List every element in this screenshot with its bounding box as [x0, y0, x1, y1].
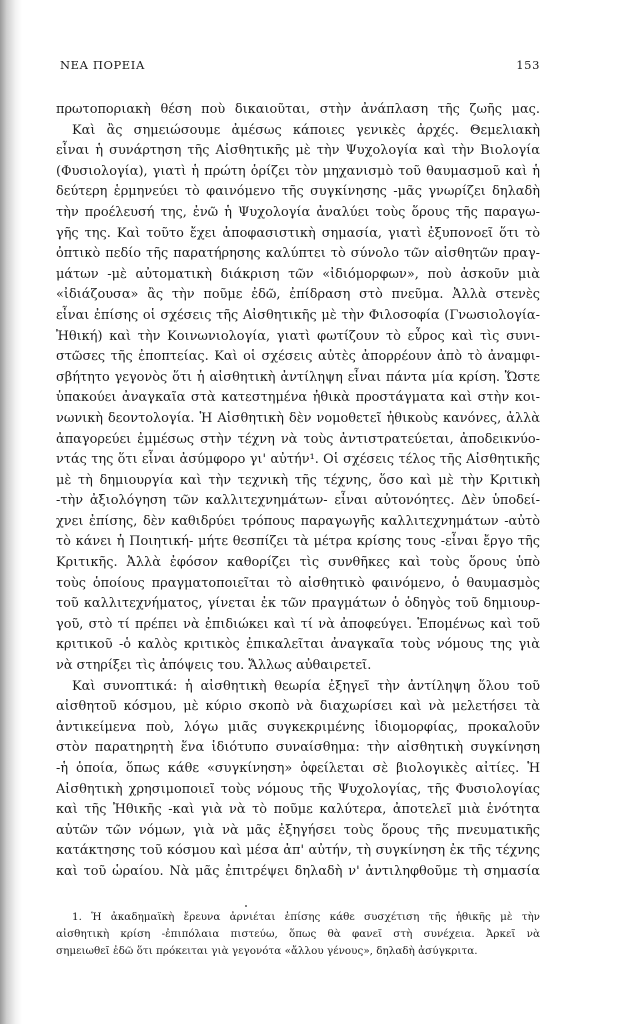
text-line: ἀπαγορεύει ἐμμέσως στὴν τέχνη νὰ τοὺς ἀντιστρατεύεται, ἀποδεικνύο-	[56, 431, 540, 447]
text-line: τὴν προέλευσή της, ἐνῶ ἡ Ψυχολογία ἀναλύει τοὺς ὅρους τῆς παραγω-	[56, 204, 540, 220]
body-text	[56, 100, 540, 883]
footnotes	[56, 909, 540, 960]
running-title: ΝΕΑ ΠΟΡΕΙΑ	[60, 58, 145, 72]
text-line: εἶναι ἡ συνάρτηση τῆς Αἰσθητικῆς μὲ τὴν Ψυχολογία καὶ τὴν Βιολογία	[56, 143, 540, 159]
text-line: γῆς της. Καὶ τοῦτο ἔχει ἀποφασιστικὴ σημασία, γιατὶ ἐξυπονοεῖ ὅτι τὸ	[56, 225, 540, 241]
text-line: κατάκτησης τοῦ κόσμου καὶ μέσα ἀπ' αὐτήν, τὴ συγκίνηση ἐκ τῆς τέχνης	[56, 843, 540, 859]
footnote-line: αἰσθητικὴ κρίση -ἐπιπόλαια πιστεύω, ὅπως θὰ φανεῖ στὴ συνέχεια. Ἀρκεῖ νὰ	[56, 927, 540, 940]
text-line: καὶ τῆς Ἠθικῆς -καὶ γιὰ νὰ τὸ ποῦμε καλύτερα, ἀποτελεῖ μιὰ ἑνότητα	[56, 802, 540, 818]
text-line: τοὺς ὁποίους πραγματοποιεῖται τὸ αἰσθητικὸ φαινόμενο, ὁ θαυμασμὸς	[56, 575, 540, 591]
page-number: 153	[516, 58, 540, 72]
text-line: ὀπτικὸ πεδίο τῆς παρατήρησης καλύπτει τὸ σύνολο τῶν αἰσθητῶν πραγ-	[56, 246, 540, 262]
text-line: ντάς της ὅτι εἶναι ἀσύμφορο γι' αὐτήν¹. Οἱ σχέσεις τέλος τῆς Αἰσθητικῆς	[56, 452, 540, 468]
footnote-line: 1. Ἡ ἀκαδημαϊκὴ ἔρευνα ἀρνιέται ἐπίσης κάθε συσχέτιση τῆς ἠθικῆς μὲ τὴν	[72, 910, 540, 923]
text-line: εἶναι ἐπίσης οἱ σχέσεις τῆς Αἰσθητικῆς μὲ τὴν Φιλοσοφία (Γνωσιολογία-	[56, 307, 540, 323]
text-line: (Φυσιολογία), γιατὶ ἡ πρώτη ὁρίζει τὸν μηχανισμὸ τοῦ θαυμασμοῦ καὶ ἡ	[56, 163, 540, 179]
text-line: σβήτητο γεγονὸς ὅτι ἡ αἰσθητικὴ ἀντίληψη εἶναι πάντα μία κρίση. Ὥστε	[56, 369, 540, 385]
text-line: χνει ἐπίσης, δὲν καθιδρύει τρόπους παραγωγῆς καλλιτεχνημάτων -αὐτὸ	[56, 513, 540, 529]
text-line: γοῦ, στὸ τί πρέπει νὰ ἐπιδιώκει καὶ τί νὰ ἀποφεύγει. Ἑπομένως καὶ τοῦ	[56, 616, 540, 632]
text-line: νὰ στηρίξει τὶς ἀπόψεις του. Ἄλλως αὐθαιρετεῖ.	[56, 658, 372, 674]
text-line: στῶσες τῆς ἐποπτείας. Καὶ οἱ σχέσεις αὐτὲς ἀπορρέουν ἀπὸ τὸ ἀναμφι-	[56, 349, 540, 365]
text-line: Καὶ συνοπτικά: ἡ αἰσθητικὴ θεωρία ἐξηγεῖ τὴν ἀντίληψη ὅλου τοῦ	[72, 678, 540, 694]
text-line: καὶ τοῦ ὡραίου. Νὰ μᾶς ἐπιτρέψει δηλαδὴ ν' ἀντιληφθοῦμε τὴ σημασία	[56, 863, 540, 879]
running-header	[56, 58, 540, 78]
text-line: δεύτερη ἑρμηνεύει τὸ φαινόμενο τῆς συγκίνησης -μᾶς γνωρίζει δηλαδὴ	[56, 184, 540, 200]
text-line: πρωτοποριακὴ θέση ποὺ δικαιοῦται, στὴν ἀνάπλαση τῆς ζωῆς μας.	[56, 102, 540, 117]
footnote-line: σημειωθεῖ ἐδῶ ὅτι πρόκειται γιὰ γεγονότα «ἄλλου γένους», δηλαδὴ ἀσύγκριτα.	[56, 944, 478, 957]
text-line: νωνικὴ δεοντολογία. Ἡ Αἰσθητικὴ δὲν νομοθετεῖ ἠθικοὺς κανόνες, ἀλλὰ	[56, 410, 540, 426]
text-line: -ἡ ὁποία, ὅπως κάθε «συγκίνηση» ὀφείλεται σὲ βιολογικὲς αἰτίες. Ἡ	[56, 761, 540, 776]
text-line: αὐτῶν τῶν νόμων, γιὰ νὰ μᾶς ἐξηγήσει τοὺς ὅρους τῆς πνευματικῆς	[56, 822, 540, 838]
text-line: ἀντικείμενα ποὺ, λόγω μιᾶς συγκεκριμένης ἰδιομορφίας, προκαλοῦν	[56, 719, 540, 735]
text-line: Αἰσθητικὴ χρησιμοποιεῖ τοὺς νόμους τῆς Ψυχολογίας, τῆς Φυσιολογίας	[56, 781, 540, 797]
text-line: ὑπακούει ἀναγκαῖα στὰ κατεστημένα ἠθικὰ προστάγματα καὶ στὴν κοι-	[56, 390, 540, 406]
text-line: μάτων -μὲ αὐτοματικὴ διάκριση τῶν «ἰδιόμορφων», ποὺ ἀσκοῦν μιὰ	[56, 266, 540, 282]
page-binding-shadow	[0, 0, 22, 1024]
text-line: Κριτικῆς. Ἀλλὰ ἐφόσον καθορίζει τὶς συνθῆκες καὶ τοὺς ὅρους ὑπὸ	[56, 555, 540, 571]
page-speck	[245, 905, 247, 907]
text-line: -τὴν ἀξιολόγηση τῶν καλλιτεχνημάτων- εἶναι αὐτονόητες. Δὲν ὑποδεί-	[56, 493, 540, 509]
book-page	[56, 58, 540, 960]
text-line: «ἰδιάζουσα» ἂς τὴν ποῦμε ἐδῶ, ἐπίδραση στὸ πνεῦμα. Ἀλλὰ στενὲς	[56, 287, 540, 303]
text-line: τὸ κάνει ἡ Ποιητική- μήτε θεσπίζει τὰ μέτρα κρίσης τους -εἶναι ἔργο τῆς	[56, 534, 540, 550]
text-line: στὸν παρατηρητὴ ἕνα ἰδιότυπο συναίσθημα: τὴν αἰσθητικὴ συγκίνηση	[56, 740, 540, 756]
text-line: αἰσθητοῦ κόσμου, μὲ κύριο σκοπὸ νὰ διαχωρίσει καὶ νὰ μελετήσει τὰ	[56, 699, 540, 715]
text-line: κριτικοῦ -ὁ καλὸς κριτικὸς ἐπικαλεῖται ἀναγκαῖα τοὺς νόμους της γιὰ	[56, 637, 540, 653]
text-line: Ἠθική) καὶ τὴν Κοινωνιολογία, γιατὶ φωτίζουν τὸ εὖρος καὶ τὶς συνι-	[56, 328, 540, 344]
text-line: μὲ τὴ δημιουργία καὶ τὴν τεχνικὴ τῆς τέχνης, ὅσο καὶ μὲ τὴν Κριτικὴ	[56, 472, 540, 488]
text-line: τοῦ καλλιτεχνήματος, γίνεται ἐκ τῶν πραγμάτων ὁ ὁδηγὸς τοῦ δημιουρ-	[56, 596, 540, 612]
text-line: Καὶ ἂς σημειώσουμε ἀμέσως κάποιες γενικὲς ἀρχές. Θεμελιακὴ	[72, 122, 540, 138]
